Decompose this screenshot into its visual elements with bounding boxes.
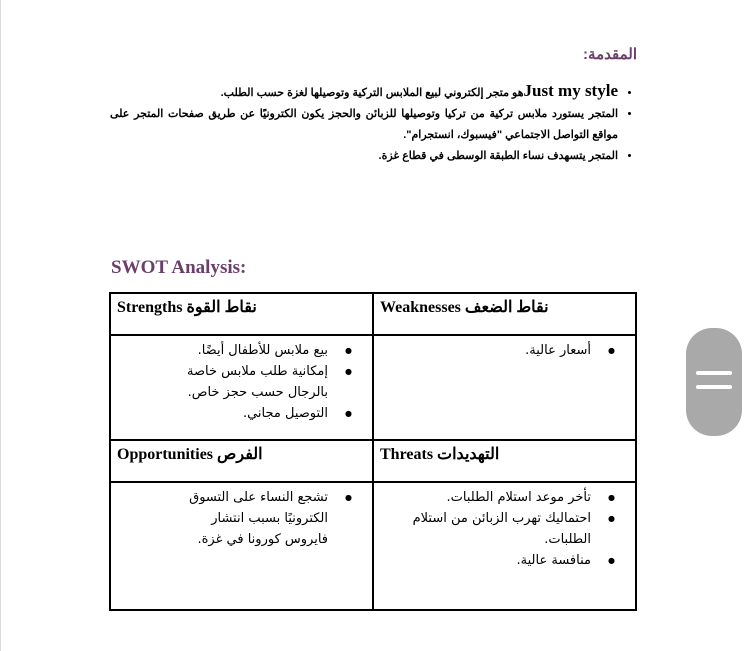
- swot-heading: SWOT Analysis:: [111, 257, 247, 278]
- threats-header-cell: [373, 440, 636, 482]
- opportunities-list: [111, 483, 372, 550]
- strengths-list: [111, 336, 372, 424]
- weaknesses-label: Weaknesses نقاط الضعف: [380, 299, 549, 316]
- opportunities-header-cell: [110, 440, 373, 482]
- list-item: ● أسعار عالية.: [408, 340, 615, 361]
- page-edge: [0, 0, 1, 651]
- drag-handle-icon: [696, 371, 732, 375]
- opportunities-cell: [110, 482, 373, 610]
- weaknesses-list: [374, 336, 635, 361]
- swot-table: [109, 292, 637, 611]
- threats-list: [374, 483, 635, 571]
- list-item: ● احتماليك تهرب الزبائن من استلام الطلبات.: [408, 508, 615, 550]
- intro-bullet-1-text: هو متجر إلكتروني لبيع الملابس التركية وتوصيلها لغزة حسب الطلب.: [220, 87, 524, 99]
- threats-label: Threats التهديدات: [380, 446, 500, 463]
- intro-heading: المقدمة:: [583, 46, 637, 63]
- drag-handle-icon: [696, 385, 732, 389]
- weaknesses-header-cell: [373, 293, 636, 335]
- intro-bullet-3: • المتجر يتسهدف نساء الطبقة الوسطى في قطاع غزة.: [110, 146, 618, 167]
- intro-bullet-2: • المتجر يستورد ملابس تركية من تركيا وتوصيلها للزبائن والحجز يكون الكترونيًا عن طريق صفحات المتجر على مواقع التواصل الاجتماعي "فيسبوك، انستجرام".: [110, 104, 618, 146]
- list-item: ● منافسة عالية.: [408, 550, 615, 571]
- strengths-label: Strengths نقاط القوة: [117, 299, 257, 316]
- strengths-header-cell: [110, 293, 373, 335]
- list-item: ● تأخر موعد استلام الطلبات.: [408, 487, 615, 508]
- brand-name: Just my style: [523, 81, 618, 100]
- list-item: ● تشجع النساء على التسوق الكترونيًا بسبب انتشار فايروس كورونا في غزة.: [181, 487, 352, 550]
- list-item: ● التوصيل مجاني.: [181, 403, 352, 424]
- intro-list: [110, 80, 638, 167]
- threats-cell: [373, 482, 636, 610]
- drag-handle[interactable]: [686, 328, 742, 436]
- weaknesses-cell: [373, 335, 636, 440]
- list-item: ● بيع ملابس للأطفال أيضًا.: [181, 340, 352, 361]
- strengths-cell: [110, 335, 373, 440]
- opportunities-label: Opportunities الفرص: [117, 446, 263, 463]
- intro-bullet-1: [110, 80, 618, 104]
- list-item: ● إمكانية طلب ملابس خاصة بالرجال حسب حجز خاص.: [181, 361, 352, 403]
